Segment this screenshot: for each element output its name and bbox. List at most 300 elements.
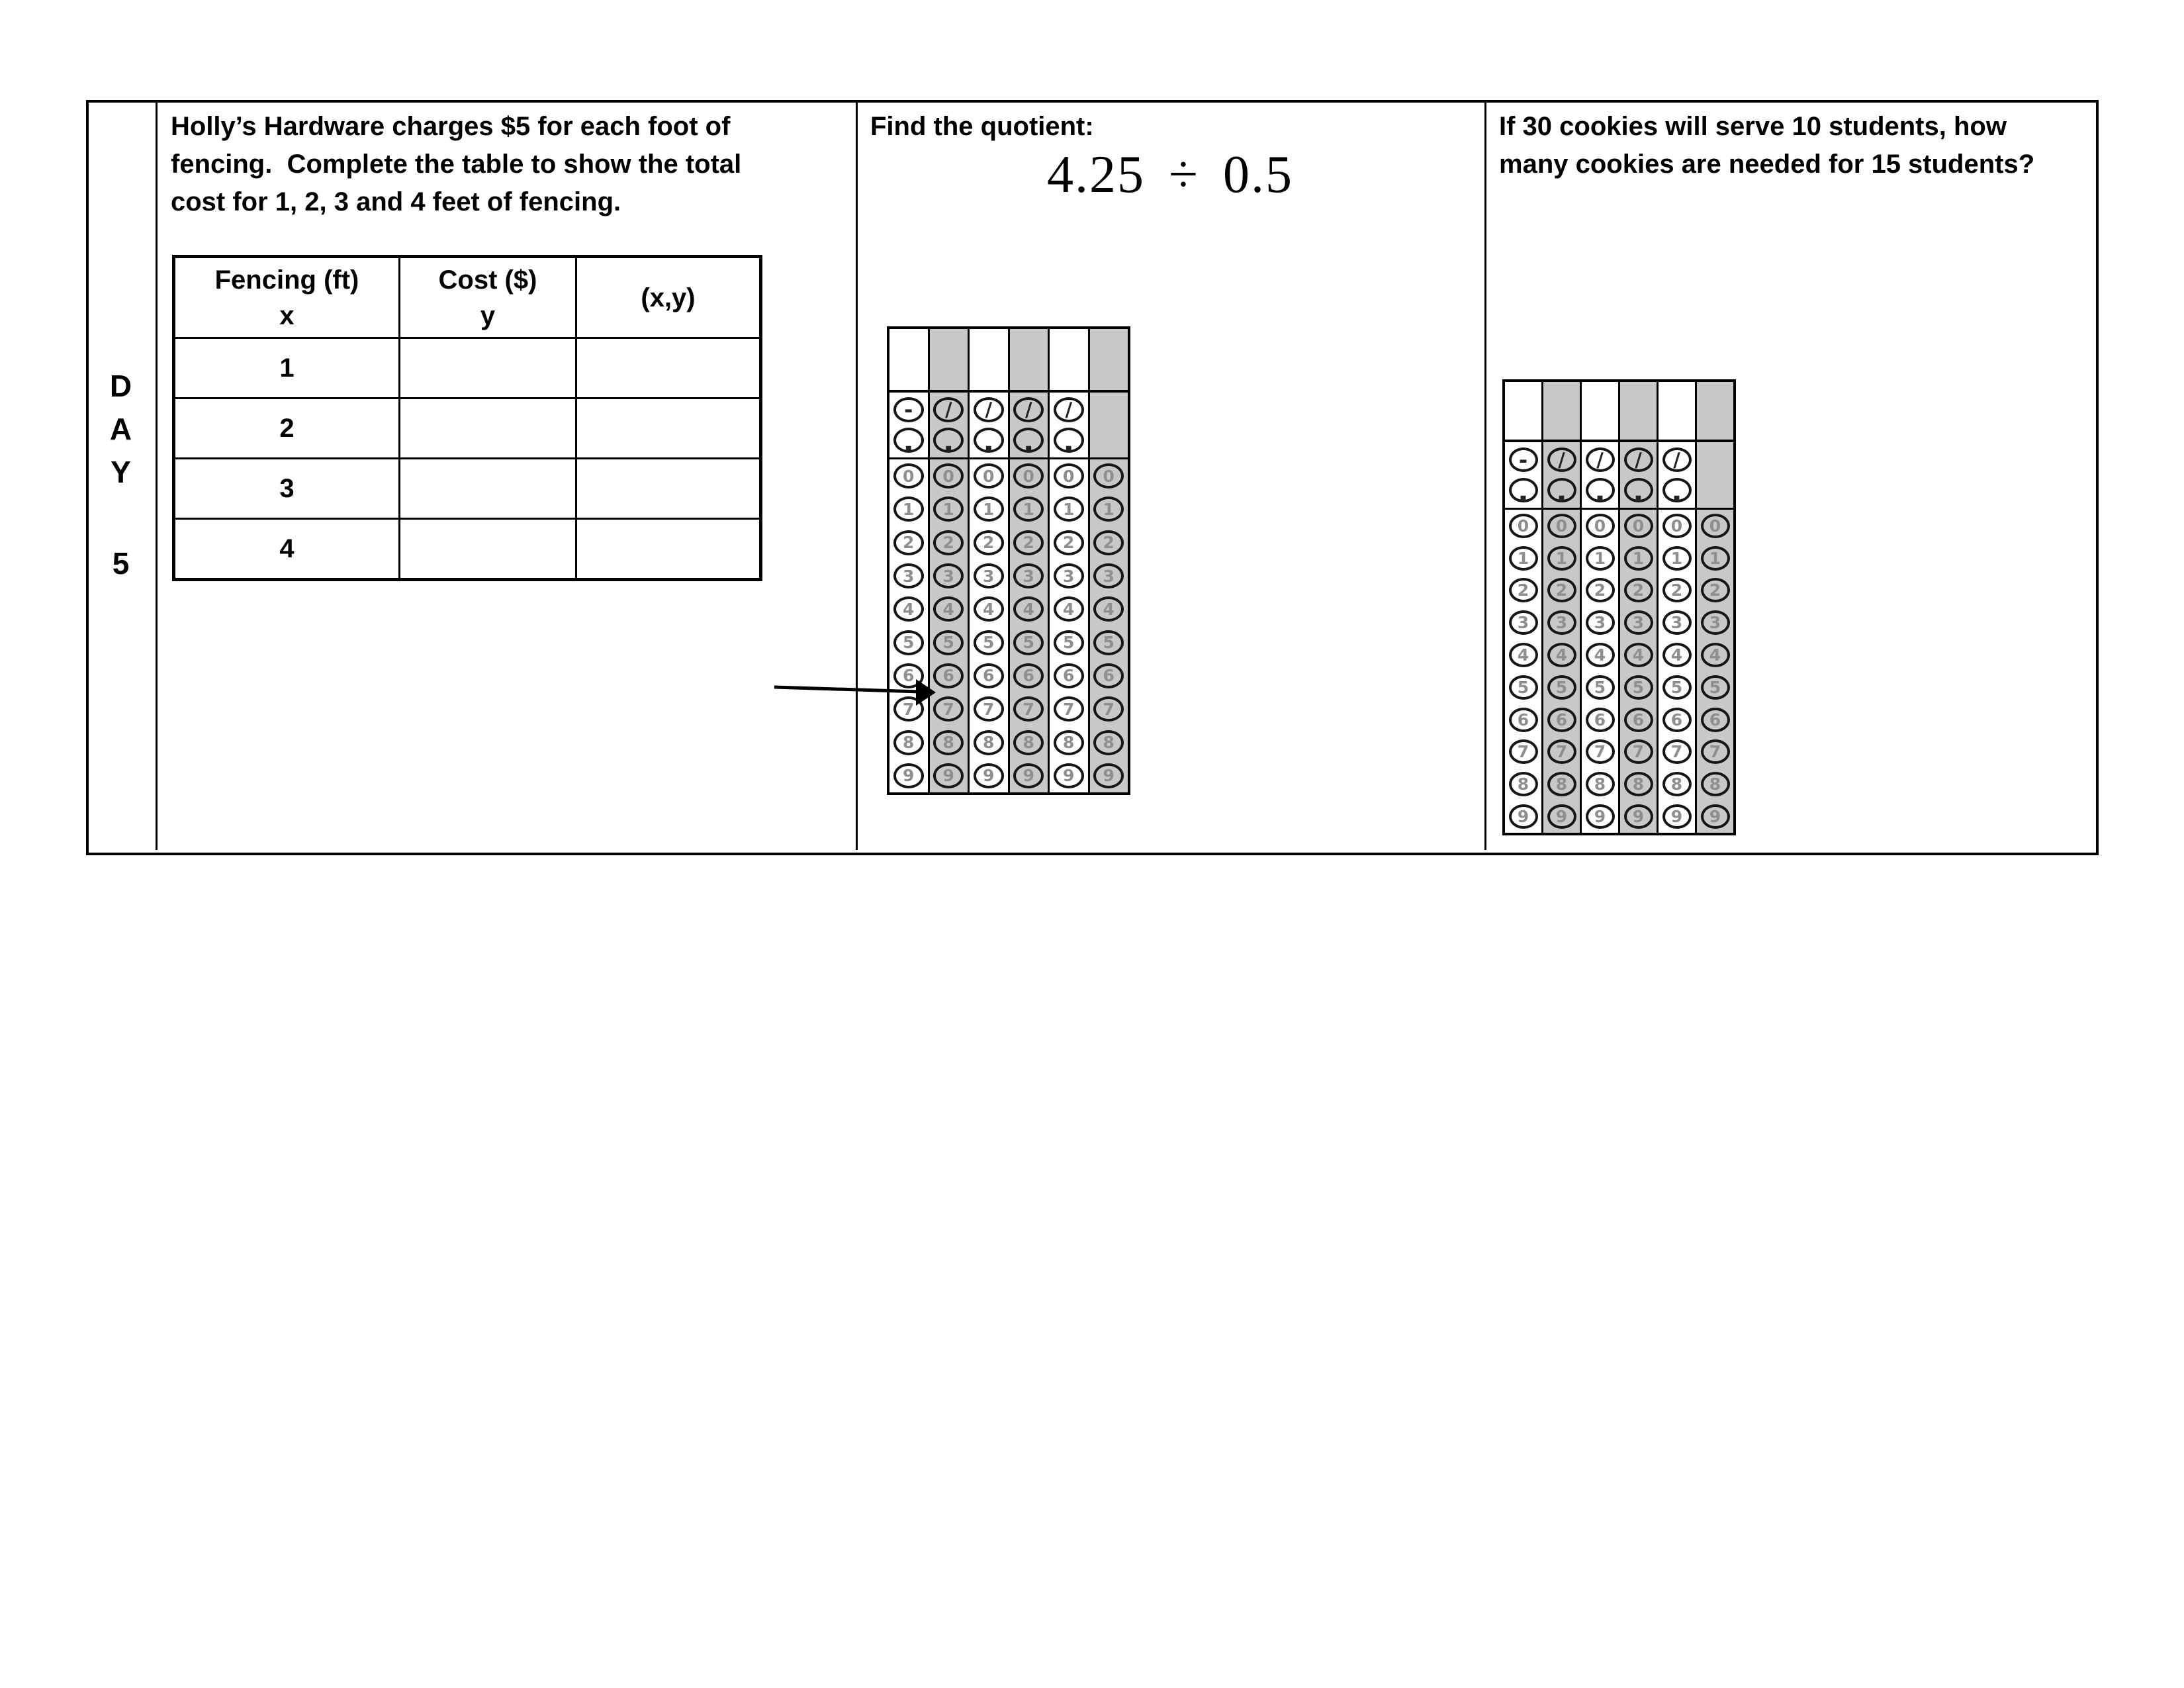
bubble-digit-1[interactable]: 1 <box>1093 496 1124 522</box>
problem-line: If 30 cookies will serve 10 students, how <box>1499 112 2007 141</box>
digit-cell <box>1505 510 1541 542</box>
digit-cell <box>889 659 928 692</box>
bubble-digit-5[interactable]: 5 <box>933 630 964 655</box>
bubble-digit-6[interactable]: 6 <box>1013 663 1044 688</box>
bubble-digit-6[interactable]: 6 <box>974 663 1004 688</box>
digit-cell <box>1582 800 1618 833</box>
digit-cell <box>1090 459 1128 492</box>
bubble-fraction[interactable]: / <box>1547 447 1576 472</box>
digit-cell <box>1505 671 1541 704</box>
bubble-fraction[interactable]: / <box>1013 397 1044 422</box>
digit-cell <box>1582 606 1618 639</box>
bubble-digit-2[interactable]: 2 <box>1013 530 1044 555</box>
bubble-digit-0[interactable]: 0 <box>1509 514 1538 538</box>
write-in-box[interactable] <box>1010 329 1048 393</box>
bubble-digit-7[interactable]: 7 <box>1054 696 1084 722</box>
bubble-fraction[interactable]: / <box>974 397 1004 422</box>
bubble-decimal[interactable]: . <box>1054 428 1084 453</box>
bubble-digit-7[interactable]: 7 <box>893 696 924 722</box>
bubble-digit-6[interactable]: 6 <box>1547 708 1576 732</box>
digit-cell <box>1090 659 1128 692</box>
digit-cell <box>1659 575 1695 607</box>
bubble-decimal[interactable]: . <box>1509 478 1538 502</box>
fencing-value-cell: 1 <box>174 338 400 399</box>
bubble-digit-5[interactable]: 5 <box>1013 630 1044 655</box>
digit-cell <box>1090 726 1128 759</box>
shaded-cell <box>1697 442 1733 510</box>
digit-cell <box>1620 704 1657 736</box>
quotient-expression: 4.25 ÷ 0.5 <box>1047 146 1293 204</box>
bubble-digit-3[interactable]: 3 <box>933 563 964 588</box>
digit-cell <box>1659 704 1695 736</box>
digit-cell <box>930 592 968 626</box>
digit-cell <box>1505 542 1541 575</box>
bubble-digit-9[interactable]: 9 <box>1624 804 1653 829</box>
bubble-digit-2[interactable]: 2 <box>1624 578 1653 602</box>
bubble-digit-4[interactable]: 4 <box>893 596 924 622</box>
bubble-digit-3[interactable]: 3 <box>1662 610 1692 635</box>
digit-cell <box>1582 704 1618 736</box>
write-in-box[interactable] <box>970 329 1008 393</box>
bubble-fraction[interactable]: / <box>1054 397 1084 422</box>
bubble-digit-3[interactable]: 3 <box>974 563 1004 588</box>
symbol-cell <box>1582 442 1618 510</box>
write-in-box[interactable] <box>1659 382 1695 442</box>
bubble-digit-7[interactable]: 7 <box>1662 739 1692 764</box>
bubble-digit-9[interactable]: 9 <box>893 763 924 788</box>
digit-cell <box>1582 542 1618 575</box>
grid-column <box>968 329 1008 792</box>
digit-cell <box>1697 542 1733 575</box>
bubble-digit-9[interactable]: 9 <box>1093 763 1124 788</box>
digit-cell <box>1620 575 1657 607</box>
digit-cell <box>930 726 968 759</box>
bubble-digit-8[interactable]: 8 <box>1547 772 1576 796</box>
digit-cell <box>1090 559 1128 592</box>
fencing-header-cell <box>174 257 400 338</box>
bubble-digit-0[interactable]: 0 <box>1054 463 1084 489</box>
day-letter: D <box>109 369 132 403</box>
digit-cell <box>1010 492 1048 526</box>
digit-cell <box>1050 692 1088 726</box>
symbol-cell <box>1620 442 1657 510</box>
digit-cell <box>1659 736 1695 769</box>
pair-answer-cell[interactable] <box>576 519 761 580</box>
bubble-digit-7[interactable]: 7 <box>1624 739 1653 764</box>
bubble-digit-1[interactable]: 1 <box>1013 496 1044 522</box>
bubble-digit-7[interactable]: 7 <box>974 696 1004 722</box>
digit-cell <box>1620 542 1657 575</box>
write-in-box[interactable] <box>889 329 928 393</box>
digit-cell <box>1090 759 1128 792</box>
bubble-digit-1[interactable]: 1 <box>1701 546 1730 571</box>
write-in-box[interactable] <box>1697 382 1733 442</box>
bubble-digit-0[interactable]: 0 <box>1624 514 1653 538</box>
day-number: 5 <box>112 546 130 581</box>
digit-cell <box>1505 736 1541 769</box>
bubble-digit-3[interactable]: 3 <box>1054 563 1084 588</box>
write-in-box[interactable] <box>1543 382 1580 442</box>
digit-cell <box>1050 659 1088 692</box>
symbol-cell <box>1659 442 1695 510</box>
bubble-digit-0[interactable]: 0 <box>933 463 964 489</box>
digit-cell <box>1010 726 1048 759</box>
header-title: Fencing (ft) <box>214 265 359 295</box>
bubble-fraction[interactable]: / <box>933 397 964 422</box>
bubble-digit-2[interactable]: 2 <box>1093 530 1124 555</box>
digit-cell <box>1543 639 1580 671</box>
digit-cell <box>930 459 968 492</box>
answer-grid-cookies <box>1502 379 1736 835</box>
digit-cell <box>1090 526 1128 559</box>
bubble-digit-5[interactable]: 5 <box>1701 675 1730 700</box>
bubble-digit-1[interactable]: 1 <box>1547 546 1576 571</box>
bubble-digit-9[interactable]: 9 <box>1054 763 1084 788</box>
bubble-digit-6[interactable]: 6 <box>1624 708 1653 732</box>
bubble-digit-9[interactable]: 9 <box>1662 804 1692 829</box>
bubble-digit-9[interactable]: 9 <box>933 763 964 788</box>
day-letter: Y <box>111 455 131 489</box>
pair-header-cell <box>576 257 761 338</box>
digit-cell <box>889 592 928 626</box>
digit-cell <box>930 526 968 559</box>
bubble-digit-4[interactable]: 4 <box>1093 596 1124 622</box>
digit-cell <box>970 526 1008 559</box>
bubble-digit-0[interactable]: 0 <box>1662 514 1692 538</box>
pair-answer-cell[interactable] <box>576 399 761 459</box>
bubble-digit-1[interactable]: 1 <box>1662 546 1692 571</box>
column-divider <box>856 103 858 850</box>
bubble-digit-5[interactable]: 5 <box>1054 630 1084 655</box>
bubble-digit-1[interactable]: 1 <box>1586 546 1615 571</box>
grid-column <box>1580 382 1618 833</box>
bubble-digit-7[interactable]: 7 <box>1013 696 1044 722</box>
bubble-digit-2[interactable]: 2 <box>1586 578 1615 602</box>
write-in-box[interactable] <box>1620 382 1657 442</box>
bubble-digit-9[interactable]: 9 <box>1586 804 1615 829</box>
digit-cell <box>970 492 1008 526</box>
digit-cell <box>1543 768 1580 800</box>
bubble-digit-8[interactable]: 8 <box>1701 772 1730 796</box>
digit-cell <box>1697 671 1733 704</box>
bubble-digit-4[interactable]: 4 <box>1509 643 1538 667</box>
bubble-digit-4[interactable]: 4 <box>1701 643 1730 667</box>
bubble-digit-3[interactable]: 3 <box>1586 610 1615 635</box>
digit-cell <box>1505 768 1541 800</box>
fencing-value-cell: 3 <box>174 459 400 519</box>
digit-cell <box>1659 542 1695 575</box>
digit-cell <box>1620 510 1657 542</box>
symbol-cell <box>1505 442 1541 510</box>
bubble-digit-3[interactable]: 3 <box>1624 610 1653 635</box>
column-divider <box>156 103 158 850</box>
bubble-digit-5[interactable]: 5 <box>1662 675 1692 700</box>
digit-cell <box>1010 759 1048 792</box>
bubble-digit-5[interactable]: 5 <box>893 630 924 655</box>
symbol-cell <box>1010 393 1048 459</box>
bubble-digit-9[interactable]: 9 <box>1013 763 1044 788</box>
bubble-digit-8[interactable]: 8 <box>1586 772 1615 796</box>
shaded-cell <box>1090 393 1128 459</box>
bubble-fraction[interactable]: / <box>1586 447 1615 472</box>
bubble-fraction[interactable]: / <box>1624 447 1653 472</box>
digit-cell <box>930 626 968 659</box>
bubble-digit-2[interactable]: 2 <box>1547 578 1576 602</box>
bubble-digit-2[interactable]: 2 <box>974 530 1004 555</box>
bubble-digit-9[interactable]: 9 <box>974 763 1004 788</box>
bubble-digit-8[interactable]: 8 <box>1624 772 1653 796</box>
cost-answer-cell[interactable] <box>400 338 576 399</box>
bubble-digit-6[interactable]: 6 <box>1701 708 1730 732</box>
bubble-digit-6[interactable]: 6 <box>933 663 964 688</box>
digit-cell <box>930 659 968 692</box>
digit-cell <box>1582 510 1618 542</box>
digit-cell <box>1697 768 1733 800</box>
day-letter: A <box>109 412 132 446</box>
digit-cell <box>1505 606 1541 639</box>
bubble-digit-7[interactable]: 7 <box>1701 739 1730 764</box>
bubble-digit-2[interactable]: 2 <box>1662 578 1692 602</box>
bubble-digit-0[interactable]: 0 <box>1547 514 1576 538</box>
digit-cell <box>889 692 928 726</box>
cost-header-cell <box>400 257 576 338</box>
grid-column <box>1695 382 1733 833</box>
bubble-digit-1[interactable]: 1 <box>1509 546 1538 571</box>
digit-cell <box>1697 800 1733 833</box>
write-in-box[interactable] <box>930 329 968 393</box>
digit-cell <box>1659 639 1695 671</box>
digit-cell <box>1620 606 1657 639</box>
bubble-digit-7[interactable]: 7 <box>1586 739 1615 764</box>
write-in-box[interactable] <box>1090 329 1128 393</box>
quotient-prompt: Find the quotient: <box>870 112 1094 141</box>
bubble-digit-0[interactable]: 0 <box>1586 514 1615 538</box>
digit-cell <box>970 659 1008 692</box>
write-in-box[interactable] <box>1050 329 1088 393</box>
bubble-digit-2[interactable]: 2 <box>1509 578 1538 602</box>
digit-cell <box>1659 768 1695 800</box>
digit-cell <box>1697 639 1733 671</box>
bubble-digit-3[interactable]: 3 <box>1013 563 1044 588</box>
bubble-digit-1[interactable]: 1 <box>893 496 924 522</box>
bubble-digit-2[interactable]: 2 <box>1701 578 1730 602</box>
grid-column <box>1505 382 1541 833</box>
bubble-digit-1[interactable]: 1 <box>933 496 964 522</box>
digit-cell <box>1659 606 1695 639</box>
bubble-decimal[interactable]: . <box>1013 428 1044 453</box>
digit-cell <box>1050 492 1088 526</box>
bubble-fraction[interactable]: / <box>1662 447 1692 472</box>
bubble-digit-4[interactable]: 4 <box>1013 596 1044 622</box>
bubble-decimal[interactable]: . <box>1547 478 1576 502</box>
bubble-digit-7[interactable]: 7 <box>1509 739 1538 764</box>
pair-answer-cell[interactable] <box>576 338 761 399</box>
digit-cell <box>1090 626 1128 659</box>
bubble-digit-3[interactable]: 3 <box>1509 610 1538 635</box>
cost-answer-cell[interactable] <box>400 519 576 580</box>
bubble-digit-8[interactable]: 8 <box>1054 730 1084 755</box>
bubble-digit-5[interactable]: 5 <box>1547 675 1576 700</box>
digit-cell <box>1505 575 1541 607</box>
bubble-minus[interactable]: - <box>893 397 924 422</box>
bubble-digit-3[interactable]: 3 <box>1547 610 1576 635</box>
digit-cell <box>1620 800 1657 833</box>
digit-cell <box>970 592 1008 626</box>
bubble-decimal[interactable]: . <box>1662 478 1692 502</box>
bubble-digit-4[interactable]: 4 <box>1586 643 1615 667</box>
bubble-digit-4[interactable]: 4 <box>974 596 1004 622</box>
bubble-digit-5[interactable]: 5 <box>1586 675 1615 700</box>
digit-cell <box>970 692 1008 726</box>
problem-line: Holly’s Hardware charges $5 for each foot of <box>171 112 731 141</box>
bubble-digit-5[interactable]: 5 <box>1093 630 1124 655</box>
symbol-cell <box>1050 393 1088 459</box>
grid-column <box>889 329 928 792</box>
digit-cell <box>1582 768 1618 800</box>
digit-cell <box>1620 736 1657 769</box>
bubble-digit-0[interactable]: 0 <box>974 463 1004 489</box>
header-sub: x <box>279 301 295 330</box>
bubble-digit-8[interactable]: 8 <box>893 730 924 755</box>
problem-line: many cookies are needed for 15 students? <box>1499 150 2035 179</box>
bubble-digit-6[interactable]: 6 <box>1054 663 1084 688</box>
grid-column <box>1008 329 1048 792</box>
symbol-cell <box>970 393 1008 459</box>
bubble-digit-7[interactable]: 7 <box>1093 696 1124 722</box>
table-row <box>174 399 761 459</box>
digit-cell <box>1505 704 1541 736</box>
digit-cell <box>1582 671 1618 704</box>
digit-cell <box>1620 639 1657 671</box>
digit-cell <box>1090 492 1128 526</box>
bubble-digit-8[interactable]: 8 <box>1662 772 1692 796</box>
bubble-digit-9[interactable]: 9 <box>1701 804 1730 829</box>
digit-cell <box>1010 459 1048 492</box>
bubble-digit-0[interactable]: 0 <box>1701 514 1730 538</box>
digit-cell <box>1050 526 1088 559</box>
digit-cell <box>1010 526 1048 559</box>
symbol-cell <box>889 393 928 459</box>
digit-cell <box>1697 510 1733 542</box>
bubble-digit-6[interactable]: 6 <box>893 663 924 688</box>
write-in-box[interactable] <box>1505 382 1541 442</box>
bubble-digit-0[interactable]: 0 <box>1013 463 1044 489</box>
digit-cell <box>1659 510 1695 542</box>
bubble-digit-8[interactable]: 8 <box>933 730 964 755</box>
bubble-decimal[interactable]: . <box>974 428 1004 453</box>
bubble-digit-1[interactable]: 1 <box>1054 496 1084 522</box>
header-title: Cost ($) <box>438 265 537 295</box>
digit-cell <box>1697 606 1733 639</box>
bubble-digit-7[interactable]: 7 <box>1547 739 1576 764</box>
bubble-digit-6[interactable]: 6 <box>1509 708 1538 732</box>
bubble-digit-4[interactable]: 4 <box>1624 643 1653 667</box>
bubble-digit-1[interactable]: 1 <box>1624 546 1653 571</box>
digit-cell <box>970 626 1008 659</box>
bubble-digit-3[interactable]: 3 <box>1701 610 1730 635</box>
digit-cell <box>930 692 968 726</box>
fencing-table-header-row <box>174 257 761 338</box>
digit-cell <box>970 459 1008 492</box>
bubble-decimal[interactable]: . <box>1586 478 1615 502</box>
bubble-decimal[interactable]: . <box>893 428 924 453</box>
digit-cell <box>1010 592 1048 626</box>
symbol-cell <box>1543 442 1580 510</box>
cost-answer-cell[interactable] <box>400 459 576 519</box>
bubble-decimal[interactable]: . <box>1624 478 1653 502</box>
digit-cell <box>930 759 968 792</box>
cost-answer-cell[interactable] <box>400 399 576 459</box>
bubble-digit-4[interactable]: 4 <box>1662 643 1692 667</box>
bubble-digit-4[interactable]: 4 <box>1547 643 1576 667</box>
bubble-digit-0[interactable]: 0 <box>893 463 924 489</box>
digit-cell <box>1010 659 1048 692</box>
bubble-digit-2[interactable]: 2 <box>933 530 964 555</box>
bubble-digit-5[interactable]: 5 <box>1624 675 1653 700</box>
digit-cell <box>1582 736 1618 769</box>
bubble-digit-6[interactable]: 6 <box>1586 708 1615 732</box>
digit-cell <box>1010 692 1048 726</box>
digit-cell <box>1543 606 1580 639</box>
bubble-digit-6[interactable]: 6 <box>1662 708 1692 732</box>
bubble-digit-3[interactable]: 3 <box>893 563 924 588</box>
bubble-digit-0[interactable]: 0 <box>1093 463 1124 489</box>
bubble-digit-1[interactable]: 1 <box>974 496 1004 522</box>
header-sub: y <box>480 301 496 330</box>
bubble-digit-8[interactable]: 8 <box>974 730 1004 755</box>
bubble-digit-9[interactable]: 9 <box>1547 804 1576 829</box>
digit-cell <box>1050 592 1088 626</box>
bubble-minus[interactable]: - <box>1509 447 1538 472</box>
bubble-digit-2[interactable]: 2 <box>1054 530 1084 555</box>
digit-cell <box>1543 510 1580 542</box>
bubble-digit-5[interactable]: 5 <box>974 630 1004 655</box>
cookies-problem-text <box>1499 108 2034 183</box>
bubble-digit-8[interactable]: 8 <box>1509 772 1538 796</box>
write-in-box[interactable] <box>1582 382 1618 442</box>
digit-cell <box>889 559 928 592</box>
fencing-value-cell: 2 <box>174 399 400 459</box>
digit-cell <box>1543 800 1580 833</box>
digit-cell <box>1543 575 1580 607</box>
bubble-digit-8[interactable]: 8 <box>1013 730 1044 755</box>
digit-cell <box>1050 726 1088 759</box>
bubble-digit-8[interactable]: 8 <box>1093 730 1124 755</box>
digit-cell <box>1582 575 1618 607</box>
fencing-value-cell: 4 <box>174 519 400 580</box>
bubble-digit-7[interactable]: 7 <box>933 696 964 722</box>
pair-answer-cell[interactable] <box>576 459 761 519</box>
digit-cell <box>889 759 928 792</box>
grid-column <box>1088 329 1128 792</box>
table-row <box>174 338 761 399</box>
digit-cell <box>1620 671 1657 704</box>
grid-column <box>928 329 968 792</box>
bubble-decimal[interactable]: . <box>933 428 964 453</box>
table-row <box>174 519 761 580</box>
bubble-digit-3[interactable]: 3 <box>1093 563 1124 588</box>
bubble-digit-9[interactable]: 9 <box>1509 804 1538 829</box>
bubble-digit-5[interactable]: 5 <box>1509 675 1538 700</box>
digit-cell <box>1505 800 1541 833</box>
grid-column <box>1541 382 1580 833</box>
bubble-digit-4[interactable]: 4 <box>1054 596 1084 622</box>
bubble-digit-4[interactable]: 4 <box>933 596 964 622</box>
fencing-table <box>172 255 762 581</box>
digit-cell <box>1659 800 1695 833</box>
bubble-digit-6[interactable]: 6 <box>1093 663 1124 688</box>
bubble-digit-2[interactable]: 2 <box>893 530 924 555</box>
